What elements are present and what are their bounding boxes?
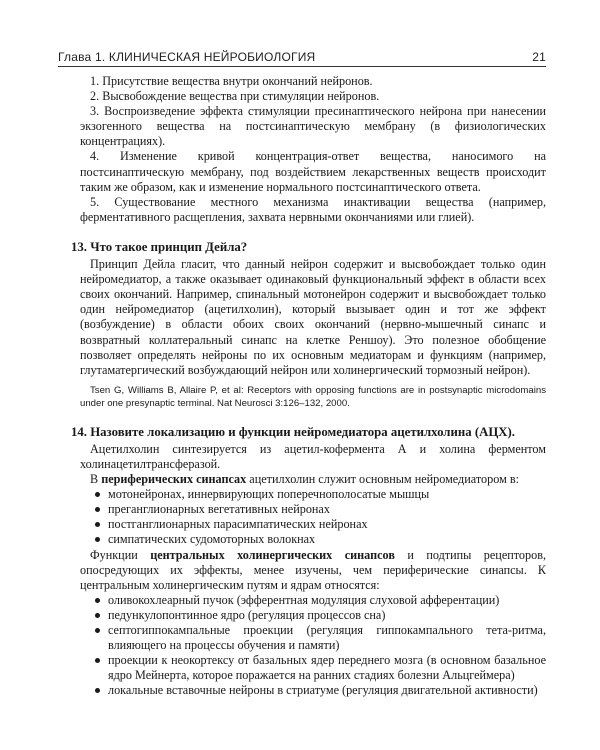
page-body	[71, 74, 547, 698]
central-synapses-paragraph: Функции центральных холинергических синапсов и подтипы рецепторов, опосредующих их эффекты, менее изучены, чем периферические синапсы. К центральным холинергическим путям и ядрам относятся:	[80, 547, 547, 592]
list-item: проекции к неокортексу от базальных ядер переднего мозга (в основном базальное ядро Мейнерта, которое поражается на ранних стадиях болезни Альцгеймера)	[108, 653, 546, 683]
criteria-item: 5. Существование местного механизма инактивации вещества (например, ферментативного расщепления, захвата нервными окончаниями или глией).	[80, 194, 546, 224]
criteria-item: 4. Изменение кривой концентрация-ответ вещества, наносимого на постсинаптическую мембрану, под воздействием лекарственных веществ происходит таким же образом, как и изменение нормального постсинаптического ответа.	[80, 149, 546, 194]
list-item: мотонейронах, иннервирующих поперечнополосатые мышцы	[108, 487, 546, 502]
question-13-heading: 13. Что такое принцип Дейла?	[71, 239, 248, 254]
list-item: оливокохлеарный пучок (эфферентная модуляция слуховой афферентации)	[108, 593, 546, 608]
peripheral-synapses-paragraph: В периферических синапсах ацетилхолин служит основным нейромедиатором в:	[90, 472, 519, 487]
criteria-item: 1. Присутствие вещества внутри окончаний нейронов.	[90, 74, 373, 88]
list-item: симпатических судомоторных волокнах	[108, 532, 546, 547]
list-item: преганглионарных вегетативных нейронах	[108, 502, 546, 517]
central-list	[80, 593, 546, 699]
question-14-intro: Ацетилхолин синтезируется из ацетил-кофермента А и холина ферментом холинацетилтрансферазой.	[80, 441, 546, 471]
central-synapses-term: центральных холинергических синапсов	[150, 547, 395, 562]
list-item: септогиппокампальные проекции (регуляция гиппокампального тета-ритма, влияющего на процессы обучения и памяти)	[108, 623, 546, 653]
list-item: постганглионарных парасимпатических нейронах	[108, 517, 546, 532]
peripheral-synapses-term: периферических синапсах	[101, 472, 247, 487]
question-13-answer: Принцип Дейла гласит, что данный нейрон содержит и высвобождает только один нейромедиатор, а также оказывает одинаковый функциональный эффект в области всех своих окончаний. Например, спинальный мотонейрон содержит и высвобождает только один нейромедиатор (ацетилхолин), который вызывает один и тот же эффект (возбуждение) в области обоих своих окончаний (нервно-мышечный синапс и возвратный коллатеральный синапс на клетке Реншоу). Это полезное обобщение позволяет определять нейроны по их основным медиаторам и функциям (например, глутаматергический возбуждающий нейрон или холинергический тормозный нейрон).	[80, 257, 546, 377]
peripheral-list	[80, 487, 546, 547]
question-13-reference: Tsen G, Williams B, Allaire P, et al: Receptors with opposing functions are in postsynaptic microdomains under one presynaptic terminal. Nat Neurosci 3:126–132, 2000.	[80, 384, 546, 409]
criteria-item: 3. Воспроизведение эффекта стимуляции пресинаптического нейрона при нанесении экзогенного вещества на постсинаптическую мембрану (в физиологических концентрациях).	[80, 104, 546, 149]
criteria-list	[80, 74, 546, 225]
page-number: 21	[532, 50, 546, 64]
list-item: локальные вставочные нейроны в стриатуме (регуляция двигательной активности)	[108, 683, 546, 698]
question-14-heading: 14. Назовите локализацию и функции нейромедиатора ацетилхолина (АЦХ).	[71, 424, 515, 439]
running-header	[58, 50, 546, 66]
header-rule	[58, 66, 546, 67]
criteria-item: 2. Высвобождение вещества при стимуляции нейронов.	[90, 89, 380, 104]
list-item: педункулопонтинное ядро (регуляция процессов сна)	[108, 608, 546, 623]
chapter-title: Глава 1. КЛИНИЧЕСКАЯ НЕЙРОБИОЛОГИЯ	[58, 50, 316, 64]
